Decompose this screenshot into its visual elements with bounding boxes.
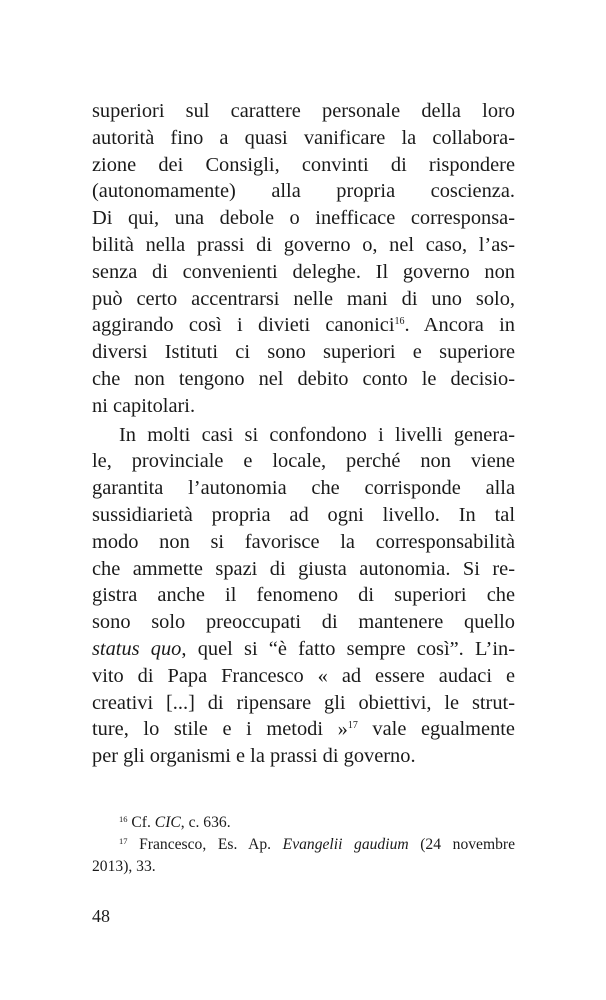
text-segment: , c. 636. — [180, 814, 231, 831]
text-line: superiori sul carattere personale della loro — [92, 100, 515, 122]
text-line: ni capitolari. — [92, 394, 196, 417]
footnote-ref[interactable]: 16 — [394, 316, 405, 328]
text-line: (autonomamente) alla propria coscienza. — [92, 180, 515, 203]
text-segment: , quel si “è fatto sempre così”. L’in- — [181, 637, 515, 660]
footnote-16 — [92, 812, 515, 834]
text-segment: Francesco, Es. Ap. — [127, 836, 283, 853]
text-line: Di qui, una debole o inefficace corresponsa- — [92, 207, 515, 230]
text-line: può certo accentrarsi nelle mani di uno solo, — [92, 287, 515, 310]
text-segment: (24 novembre — [408, 836, 515, 853]
text-segment: . Ancora in — [404, 314, 515, 337]
body-text — [92, 98, 515, 770]
italic-text: CIC — [154, 814, 181, 831]
text-segment: vale egualmente — [357, 718, 515, 741]
text-line: In molti casi si confondono i livelli genera- — [119, 423, 515, 446]
text-segment: ture, lo stile e i metodi » — [92, 718, 348, 741]
text-line: vito di Papa Francesco « ad essere audaci e — [92, 664, 515, 687]
footnote-ref[interactable]: 17 — [347, 720, 358, 732]
footnote-17-continuation: 2013), 33. — [92, 858, 156, 875]
text-segment: Cf. — [127, 814, 155, 831]
text-line — [92, 716, 515, 743]
italic-text: Evangelii gaudium — [282, 836, 409, 853]
italic-text: status quo — [92, 637, 182, 660]
text-line: diversi Istituti ci sono superiori e superiore — [92, 341, 515, 364]
text-line: sussidiarietà propria ad ogni livello. In tal — [92, 503, 515, 526]
text-line: modo non si favorisce la corresponsabilità — [92, 530, 515, 553]
text-line: bilità nella prassi di governo o, nel caso, l’as- — [92, 233, 515, 256]
text-line: per gli organismi e la prassi di governo. — [92, 745, 416, 768]
text-line: le, provinciale e locale, perché non viene — [92, 450, 515, 473]
footnotes — [92, 812, 515, 878]
text-line: sono solo preoccupati di mantenere quello — [92, 611, 515, 634]
page-number: 48 — [92, 906, 110, 926]
text-line: che non tengono nel debito conto le decisio- — [92, 367, 515, 390]
text-line: zione dei Consigli, convinti di rispondere — [92, 153, 515, 176]
text-line: autorità fino a quasi vanificare la collabora- — [92, 126, 515, 149]
text-line: senza di convenienti deleghe. Il governo non — [92, 260, 515, 283]
text-line — [92, 312, 515, 339]
footnote-17 — [92, 834, 515, 856]
text-line: garantita l’autonomia che corrisponde alla — [92, 477, 515, 500]
text-line — [92, 636, 515, 663]
text-line: che ammette spazi di giusta autonomia. Si re- — [92, 557, 515, 580]
text-segment: aggirando così i divieti canonici — [92, 314, 395, 337]
footnote-number: 17 — [119, 836, 128, 846]
footnote-number: 16 — [119, 814, 128, 824]
text-line: gistra anche il fenomeno di superiori che — [92, 584, 515, 607]
text-line: creativi [...] di ripensare gli obiettivi, le strut- — [92, 691, 515, 714]
